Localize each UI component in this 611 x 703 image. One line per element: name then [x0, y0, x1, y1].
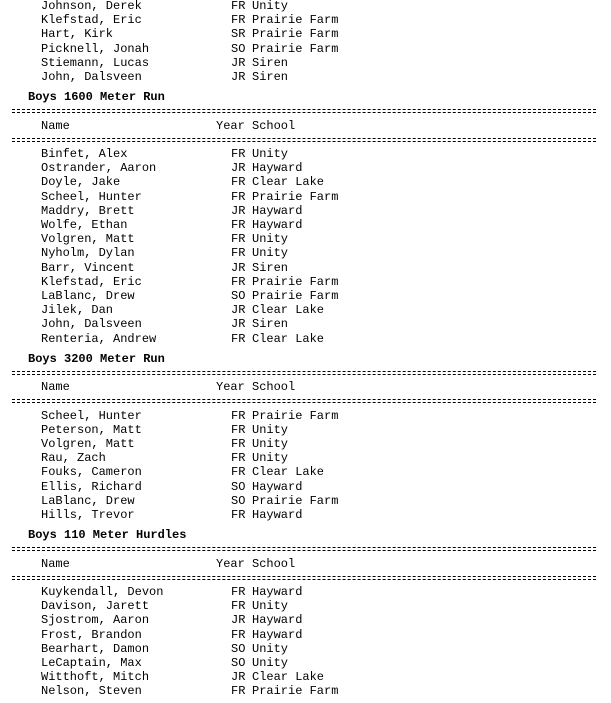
athlete-name: Maddry, Brett — [41, 203, 135, 218]
double-rule — [12, 547, 596, 551]
athlete-year: FR — [231, 232, 246, 247]
school-name: Unity — [252, 232, 289, 247]
school-name: Prairie Farm — [252, 408, 339, 423]
header-school: School — [252, 556, 296, 571]
school-name: Siren — [252, 55, 289, 70]
athlete-name: LeCaptain, Max — [41, 656, 142, 670]
school-name: Hayward — [252, 613, 303, 628]
athlete-name: Bearhart, Damon — [41, 641, 150, 656]
school-name: Prairie Farm — [252, 493, 339, 508]
school-name: Unity — [252, 0, 289, 13]
athlete-year: SO — [231, 41, 246, 56]
athlete-name: Hills, Trevor — [41, 508, 135, 522]
athlete-name: Fouks, Cameron — [41, 465, 142, 480]
athlete-name: LaBlanc, Drew — [41, 289, 135, 303]
school-name: Unity — [252, 641, 289, 656]
athlete-year: FR — [231, 585, 246, 599]
athlete-name: Scheel, Hunter — [41, 408, 142, 423]
athlete-year: JR — [231, 260, 246, 275]
athlete-name: Doyle, Jake — [41, 175, 121, 190]
athlete-year: JR — [231, 303, 246, 318]
school-name: Prairie Farm — [252, 189, 339, 204]
athlete-name: Davison, Jarett — [41, 599, 150, 614]
athlete-name: Barr, Vincent — [41, 260, 135, 275]
event-title: Boys 1600 Meter Run — [28, 90, 165, 105]
athlete-year: FR — [231, 408, 246, 423]
school-name: Hayward — [252, 161, 303, 176]
athlete-year: SO — [231, 289, 246, 303]
school-name: Prairie Farm — [252, 289, 339, 303]
athlete-name: Ostrander, Aaron — [41, 161, 157, 176]
athlete-name: Witthoft, Mitch — [41, 670, 150, 685]
athlete-name: John, Dalsveen — [41, 317, 142, 332]
athlete-name: Volgren, Matt — [41, 232, 135, 247]
athlete-year: JR — [231, 55, 246, 70]
athlete-year: FR — [231, 422, 246, 437]
school-name: Clear Lake — [252, 331, 325, 346]
header-school: School — [252, 118, 296, 133]
athlete-name: Scheel, Hunter — [41, 189, 142, 204]
athlete-year: JR — [231, 161, 246, 176]
double-rule — [12, 576, 596, 580]
event-title: Boys 3200 Meter Run — [28, 351, 165, 366]
athlete-year: FR — [231, 0, 246, 13]
athlete-year: SO — [231, 641, 246, 656]
athlete-name: Picknell, Jonah — [41, 41, 150, 56]
school-name: Clear Lake — [252, 670, 325, 685]
event-title: Boys 110 Meter Hurdles — [28, 528, 187, 543]
double-rule — [12, 138, 596, 142]
double-rule — [12, 399, 596, 403]
athlete-year: SO — [231, 656, 246, 670]
school-name: Siren — [252, 70, 289, 84]
athlete-name: Wolfe, Ethan — [41, 218, 128, 232]
school-name: Prairie Farm — [252, 41, 339, 56]
athlete-year: FR — [231, 175, 246, 190]
athlete-year: FR — [231, 13, 246, 28]
athlete-year: FR — [231, 189, 246, 204]
athlete-name: Sjostrom, Aaron — [41, 613, 150, 628]
header-name: Name — [41, 556, 70, 571]
athlete-name: Kuykendall, Devon — [41, 585, 164, 599]
athlete-year: FR — [231, 274, 246, 289]
athlete-name: Nelson, Steven — [41, 684, 142, 699]
athlete-year: SO — [231, 493, 246, 508]
school-name: Siren — [252, 317, 289, 332]
athlete-year: JR — [231, 317, 246, 332]
athlete-name: Binfet, Alex — [41, 147, 128, 161]
school-name: Unity — [252, 599, 289, 614]
header-year: Year — [216, 556, 245, 571]
school-name: Clear Lake — [252, 465, 325, 480]
school-name: Unity — [252, 451, 289, 466]
athlete-name: Volgren, Matt — [41, 437, 135, 451]
header-year: Year — [216, 118, 245, 133]
double-rule — [12, 371, 596, 375]
athlete-year: JR — [231, 70, 246, 84]
athlete-year: FR — [231, 246, 246, 261]
school-name: Prairie Farm — [252, 27, 339, 42]
athlete-year: FR — [231, 218, 246, 232]
athlete-name: LaBlanc, Drew — [41, 493, 135, 508]
school-name: Unity — [252, 656, 289, 670]
header-name: Name — [41, 380, 70, 395]
athlete-year: JR — [231, 613, 246, 628]
header-school: School — [252, 380, 296, 395]
athlete-name: Peterson, Matt — [41, 422, 142, 437]
school-name: Hayward — [252, 203, 303, 218]
athlete-year: FR — [231, 451, 246, 466]
school-name: Hayward — [252, 508, 303, 522]
school-name: Prairie Farm — [252, 13, 339, 28]
athlete-year: FR — [231, 684, 246, 699]
header-name: Name — [41, 118, 70, 133]
school-name: Prairie Farm — [252, 684, 339, 699]
school-name: Unity — [252, 422, 289, 437]
header-year: Year — [216, 380, 245, 395]
athlete-year: FR — [231, 599, 246, 614]
athlete-name: Jilek, Dan — [41, 303, 114, 318]
double-rule — [12, 109, 596, 113]
athlete-name: Klefstad, Eric — [41, 274, 142, 289]
athlete-name: Nyholm, Dylan — [41, 246, 135, 261]
school-name: Clear Lake — [252, 303, 325, 318]
athlete-year: SO — [231, 479, 246, 494]
athlete-name: Renteria, Andrew — [41, 331, 157, 346]
athlete-year: FR — [231, 465, 246, 480]
school-name: Prairie Farm — [252, 274, 339, 289]
athlete-year: FR — [231, 147, 246, 161]
school-name: Clear Lake — [252, 175, 325, 190]
athlete-name: Hart, Kirk — [41, 27, 114, 42]
athlete-year: JR — [231, 670, 246, 685]
athlete-name: Johnson, Derek — [41, 0, 142, 13]
school-name: Unity — [252, 246, 289, 261]
athlete-year: FR — [231, 331, 246, 346]
school-name: Hayward — [252, 218, 303, 232]
school-name: Siren — [252, 260, 289, 275]
athlete-year: FR — [231, 437, 246, 451]
school-name: Unity — [252, 437, 289, 451]
school-name: Unity — [252, 147, 289, 161]
athlete-name: Klefstad, Eric — [41, 13, 142, 28]
athlete-name: Stiemann, Lucas — [41, 55, 150, 70]
athlete-year: SR — [231, 27, 246, 42]
athlete-name: Rau, Zach — [41, 451, 106, 466]
school-name: Hayward — [252, 627, 303, 642]
athlete-year: JR — [231, 203, 246, 218]
athlete-name: Ellis, Richard — [41, 479, 142, 494]
athlete-year: FR — [231, 508, 246, 522]
school-name: Hayward — [252, 585, 303, 599]
school-name: Hayward — [252, 479, 303, 494]
athlete-year: FR — [231, 627, 246, 642]
athlete-name: Frost, Brandon — [41, 627, 142, 642]
athlete-name: John, Dalsveen — [41, 70, 142, 84]
